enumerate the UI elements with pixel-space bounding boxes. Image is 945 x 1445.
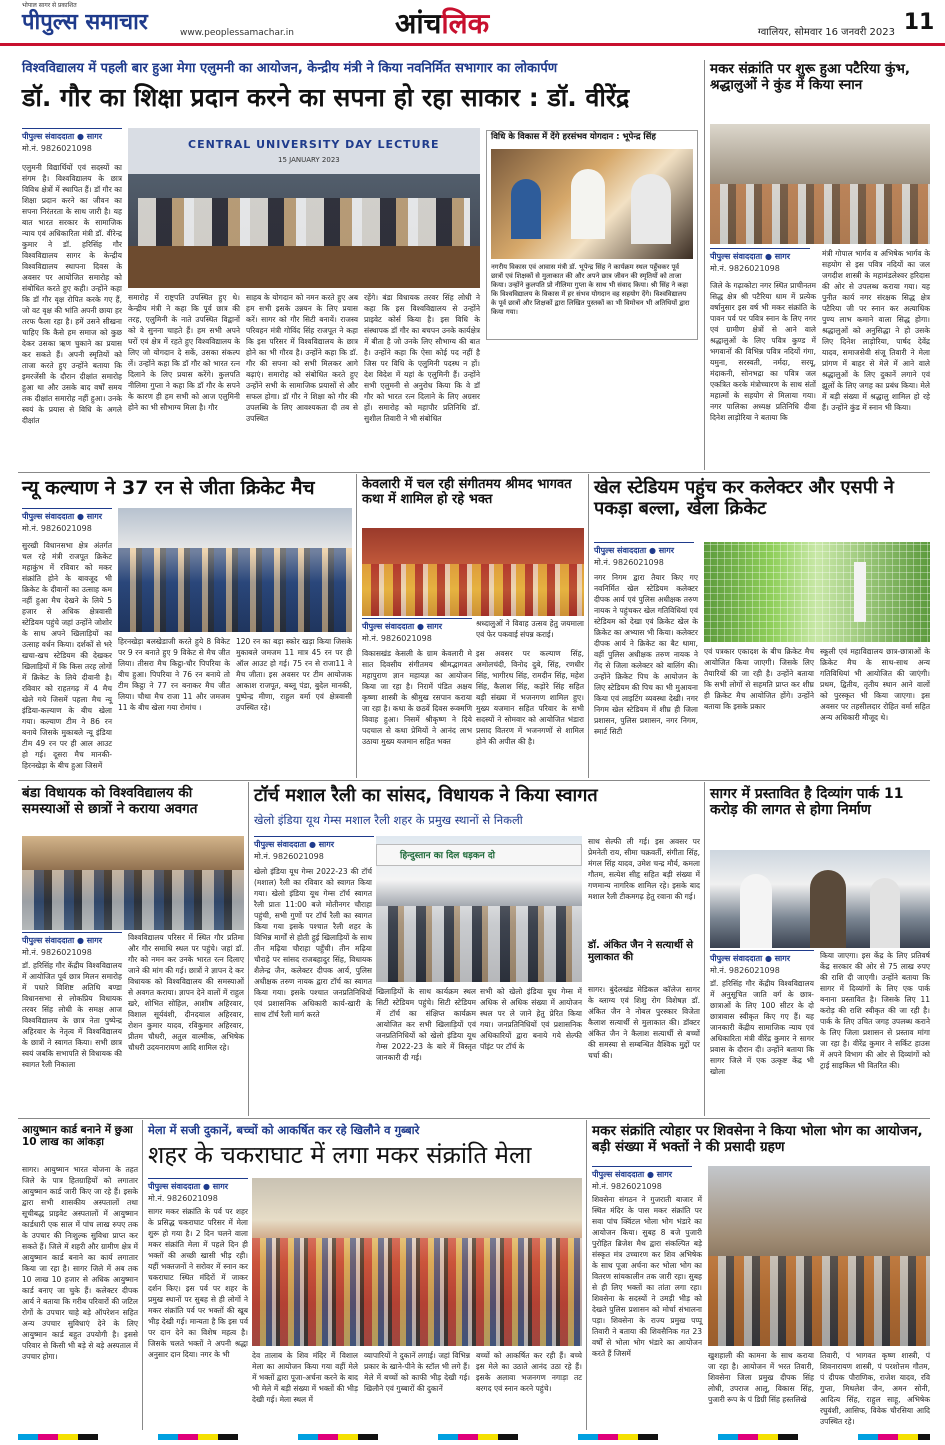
website-url: www.peoplessamachar.in xyxy=(180,28,294,38)
torch-photo-rally xyxy=(376,836,582,982)
bhagwat-column-2: इस अवसर पर कल्याण सिंह, अमोलचंदी, विनोद दुबे, सिंह, रणधीर सिंह, भागीरथ सिंह, रामदीन सिंह, महेश सिंह, कैलाश सिंह, कड़ोरे सिंह सहित बड़ी संख्या में भजनगण शामिल हुए। मुख्य यजमान सहित परिवार के सभी सदस्यों ने सोमवार को आयोजित भंडारा प्रसाद वितरण में भजनगणों से शामिल होने की अपील की है। xyxy=(476,649,584,746)
bhagwat-byline: पीपुल्स संवाददाता ● सागर मो.नं. 9826021098 xyxy=(362,618,472,644)
shivsena-column-3: तिवारी, पं भागवत कृष्ण शास्त्री, पं शिवनारायण शास्त्री, पं परशोत्तम गौतम, पं दीपक पौराणिक, राजेश यादव, रवि गुप्ता, मिथलेश जैन, अमन सोनी, आदित्य सिंह, राहुल साहू, अभिषेक रघुवंशी, आसिफ, विवेक चौरसिया आदि उपस्थित रहे। xyxy=(820,1351,930,1426)
divyang-headline: सागर में प्रस्तावित है दिव्यांग पार्क 11 करोड़ की लागत से होगा निर्माण xyxy=(710,786,904,819)
lead-byline: पीपुल्स संवाददाता ● सागर मो.नं. 9826021098 xyxy=(22,128,122,158)
shivsena-photo-bhandara xyxy=(708,1166,930,1346)
masthead xyxy=(0,0,945,46)
banda-photo-students xyxy=(22,836,244,930)
page-number: 11 xyxy=(903,10,935,40)
patairia-column-1: जिले के गढ़ाकोटा नगर स्थित प्राचीनतम सिद्ध क्षेत्र श्री पटैरिया धाम में प्रत्येक वर्षानुसार इस वर्ष भी मकर संक्रांति के पावन पर्व पर पवित्र स्नान के लिए नगर एवं ग्रामीण क्षेत्रों से आने वाले श्रद्धालुओं के लिए पवित्र कुण्ड में भगवानों की विभिन्न पवित्र नदियों गंगा, यमुना, सरस्वती, नर्मदा, सरयू, मंदाकनी, सोनभद्रा का पवित्र जल एकत्रित करके मंत्रोच्चारण के साथ संतों महात्मों के सहयोग से मिलाया गया। नगर पालिका अध्यक्ष प्रतिनिधि दीवा दिनेश लाड़ोरिया ने बताया कि xyxy=(710,281,816,422)
lead-photo-university-event xyxy=(128,128,480,288)
mela-column-3: व्यापारियों ने दुकानें लगाई। जहां विभिन्न प्रकार के खाने-पीने के स्टॉल भी लगे हैं। मेले में बच्चों को काफी भीड़ देखी गई। खिलौने एवं गुब्बारों की दुकानें xyxy=(364,1351,470,1393)
bhagwat-photo-devotees xyxy=(362,528,584,616)
banda-column-1: डॉ. हरिसिंह गौर केंद्रीय विश्वविद्यालय में आयोजित पूर्व छात्र मिलन समारोह में पधारे विशिष्ट अतिथि बण्डा विधानसभा से लोकप्रिय विधायक तरवर सिंह लोधी के समक्ष आज विश्वविद्यालय के छात्र नेता पुष्पेन्द्र अहिरवार के नेतृत्व में विश्वविद्यालय के छात्रों ने स्वागत किया। सभी छात्र स्वयं जबकि सभापति से विधायक की स्वागत रैली निकाला xyxy=(22,961,122,1069)
divyang-column-1: डॉ. हरिसिंह गौर केंद्रीय विश्वविद्यालय में अनुसूचित जाति वर्ग के छात्र-छात्राओं के लिए 100 सीटर के दो छात्रावास स्वीकृत किए गए हैं। यह जानकारी केंद्रीय सामाजिक न्याय एवं अधिकारिता मंत्री वीरेंद्र कुमार ने सागर प्रवास के दौरान दी। उन्होंने बताया कि सागर जिले में एक उत्कृष्ट केंद्र भी खोला xyxy=(710,979,814,1076)
banda-headline: बंडा विधायक को विश्वविद्यालय की समस्याओं से छात्रों ने कराया अवगत xyxy=(22,785,198,817)
lead-column-1: एलुमनी विद्यार्थियों एवं सदस्यों का संगम है। विश्वविद्यालय के छात्र विविध क्षेत्रों में स्थापित हैं। डॉ गौर का शिक्षा प्रदान करने का जीवन का सपना निरंतरता के साथ जारी है। यह बात भारत सरकार के सामाजिक न्याय एवं अधिकारिता मंत्री डॉ. वीरेन्द्र कुमार ने डॉ. हरिसिंह गौर विश्वविद्यालय सागर के केन्द्रीय विश्वविद्यालय स्थापना दिवस के अवसर पर आयोजित समारोह को संबोधित करते हुए कही। उन्होंने कहा कि डॉ गौर वृक्ष रोपित करके गए हैं, जो वट वृक्ष की भांति अपनी छाया हर तरफ फैला रहा है। हमें उसने सीखना चाहिए कि कैसे हम समाज को कुछ देकर उसका ऋण चुकाने का प्रयास कर सकते हैं। अपनी स्मृतियों को ताजा करते हुए उन्होंने बताया कि इमरजेंसी के दौरान दीक्षांत समारोह हुआ था और उसके बाद वर्षों समय तक दीक्षांत समारोह नहीं हुआ। उनके स्वयं के प्रयास से विधि के अगले दीक्षांत xyxy=(22,163,122,425)
torch-byline: पीपुल्स संवाददाता ● सागर मो.नं. 9826021098 xyxy=(254,836,374,862)
lead-headline: डॉ. गौर का शिक्षा प्रदान करने का सपना हो रहा साकार : डॉ. वीरेंद्र xyxy=(22,83,630,112)
patairia-headline: मकर संक्रांति पर शुरू हुआ पटैरिया कुंभ, श्रद्धालुओं ने कुंड में किया स्नान xyxy=(710,61,910,93)
ankit-body: सागर। बुंदेलखंड मेडिकल कॉलेज सागर के ब्लाग्य एवं शिशु रोग विशेषज्ञ डॉ. अंकित जैन ने नोबल पुरस्कार विजेता कैलाश सत्यार्थी से मुलाकात की। डॉक्टर अंकित जैन ने कैलाश सत्यार्थी से बच्चों की समस्या से सम्बन्धित वैश्विक मुद्दों पर चर्चा की। xyxy=(588,985,700,1060)
divyang-column-2: किया जाएगा। इस केंद्र के लिए प्रतिवर्ष केंद्र सरकार की ओर से 75 लाख रुपए की राशि दी जाएगी। उन्होंने बताया कि सागर में दिव्यांगों के लिए एक पार्क बनाना प्रस्तावित है। जिसके लिए 11 करोड़ की राशि स्वीकृत की जा रही है। पार्क के लिए उचित जगह उपलब्ध कराने के लिए जिला प्रशासन से प्रस्ताव मांगा जा रहा है। वीरेंद्र कुमार ने सर्किट हाउस में अपने विभाग की ओर से दिव्यांगों को ट्राई साइकिल भी वितरित की। xyxy=(820,951,930,1070)
stadium-headline: खेल स्टेडियम पहुंच कर कलेक्टर और एसपी ने पकड़ा बल्ला, खेला क्रिकेट xyxy=(594,477,894,519)
cricket-photo-team xyxy=(118,508,352,632)
mela-byline: पीपुल्स संवाददाता ● सागर मो.नं. 9826021098 xyxy=(148,1178,248,1204)
cricket-column-1: सुरखी विधानसभा क्षेत्र अंतर्गत चल रहे मंत्री राजपूत क्रिकेट महाकुंभ में रविवार को मकर संक्रांति होने के बावजूद भी क्रिकेट के दीवानों का उत्साह कम नहीं हुआ मैच देखने के लिये 5 हजार से अधिक क्षेत्रवासी स्टेडियम पहुंचे जहां उन्होंने जोशोर के साथ अपने खिलाड़ियों का उत्साह वर्धन किया। दर्शकों से भरे खचा-खच स्टेडियम की देखकर खिलाड़ियों में कि किस तरह लोगों में क्रिकेट के लिये दीवानी है। रविवार को राहतगढ़ में 4 मैच खेले गये जिसमें पहला मैच न्यू इंडिया-कल्याण के बीच खेला गया। कल्याण टीम ने 86 रन बनाये जिसके मुकाबले न्यू इंडिया टीम 49 रन पर ही आल आउट हो गई। दूसरा मैच मानकी-हिरनखेड़ा के बीच हुआ जिसमें xyxy=(22,541,112,770)
shivsena-column-1: शिवसेना संगठन ने गुजराती बाजार में स्थित मंदिर के पास मकर संक्रांति पर सवा पांच क्विंटल भोला भोग भंडारे का आयोजन किया। सुबह 8 बजे पुजारी पुरोहित ब्रिजेश मैथ द्वारा संकल्पित बड़े संस्कृत मंत्र उच्चारण कर शिव अभिषेक के साथ पूजा अर्चना कर भोला भोग का वितरण सांयकालीन तक जारी रहा। सुबह से ही लिए भक्तों का तांता लगा रहा। शिवसेना के सदस्यों ने उमड़ी भीड़ को देखते पुलिस प्रशासन को मोर्चा संभालना पड़ा। शिवसेना के राज्य प्रमुख पप्पू तिवारी ने बताया की शिवसैनिक गत 23 वर्षों से भोला भोग भंडारे का आयोजन करते हैं जिसमें xyxy=(592,1195,702,1358)
shivsena-headline: मकर संक्रांति त्योहार पर शिवसेना ने किया भोला भोग का आयोजन, बड़ी संख्या में भक्तों ने की प्रसादी ग्रहण xyxy=(592,1123,923,1155)
patairia-photo-bathing xyxy=(710,124,930,244)
mela-column-4: बच्चों को आकर्षित कर रही हैं। बच्चे इस मेले का उठाते आनंद उठा रहे हैं। इसके अलावा भजनगण नगाड़ा तट बरगद एवं स्नान करने पहुंचे। xyxy=(476,1351,582,1393)
stadium-column-1: नगर निगम द्वारा तैयार किए गए नवनिर्मित खेल स्टेडियम कलेक्टर दीपक आर्य एवं पुलिस अधीक्षक तरुण नायक ने पहुंचकर खेल गतिविधियां एवं स्टेडियम को देखा एवं क्रिकेट खेल के क्रिकेट का अभ्यास भी किया। कलेक्टर दीपक आर्य ने क्रिकेट का बैट थामा, वहीं पुलिस अधीक्षक तरुण नायक ने गेंद से जिला कलेक्टर को बालिंग की। उन्होंने क्रिकेट पिच के आयोजन के लिए स्टेडियम की पिच का भी मुआयना किया एवं लाइटिंग व्यवस्था देखी। नगर निगम खेल स्टेडियम में शीघ्र ही जिला प्रशासन, पुलिस प्रशासन, नगर निगम, स्मार्ट सिटी xyxy=(594,573,698,736)
cricket-column-3: 120 रन का बड़ा स्कोर खड़ा किया जिसके मुकाबले जमजम 11 मात्र 45 रन पर ही ऑल आउट हो गई। 75 रन से राजा11 ने मैच जीता। इस अवसर पर टीम आयोजक आकाश राजपूत, बब्लू पंडा, बुदेल मानकी, पुष्पेन्द्र मीणा, राहुल वर्मा एवं क्षेत्रवासी उपस्थित रहे। xyxy=(236,637,352,712)
torch-column-3: सभी को खेलो इंडिया यूथ गेम्स में अधिक से अधिक संख्या में आयोजन स्थल पर ले जाने हेतु प्रेरित किया गया। जनप्रतिनिधियों एवं प्रशासनिक अधिकारियों द्वारा बनाये गये सेल्फी पॉइंट पर टॉर्च के xyxy=(480,987,582,1051)
mela-photo-crowd xyxy=(252,1178,582,1346)
mela-headline: शहर के चकराघाट में लगा मकर संक्रांति मेला xyxy=(148,1141,532,1169)
cricket-byline: पीपुल्स संवाददाता ● सागर मो.नं. 9826021098 xyxy=(22,508,112,536)
inset-box xyxy=(486,130,698,340)
lead-kicker: विश्वविद्यालय में पहली बार हुआ मेगा एलुमनी का आयोजन, केन्द्रीय मंत्री ने किया नवनिर्मित सभागार का लोकार्पण xyxy=(22,61,558,76)
mela-column-2: देव तालाब के शिव मंदिर में विशाल मेला का आयोजन किया गया वहीं मेले में भक्तों द्वारा पूजा-अर्चना करने के बाद भी मेले में बड़ी संख्या में भक्तों की भीड़ देखी गई। मेला स्थल में xyxy=(252,1351,358,1404)
torch-column-1: खेलो इंडिया यूथ गेम्स 2022-23 की टॉर्च (मशाल) रैली का रविवार को स्वागत किया गया। खेलो इंडिया यूथ गेम्स टॉर्च स्वागत रैली प्रातः 11:00 बजे मोतीनगर चौराहा पहुंची, सभी गुणों पर टॉर्च रैली का स्वागत किया गया इसके पश्चात रैली शहर के विभिन्न मार्गों से होती हुई खिलाड़ियों के साथ तीन मढ़िया चौराहा पहुँची। तीन मढ़िया चौराहे पर सांसद राजबहादुर सिंह, विधायक शैलेन्द्र जैन, कलेक्टर दीपक आर्य, पुलिस अधीक्षक तरुण नायक द्वारा टॉर्च का स्वागत किया गया। इसके पश्चात जनप्रतिनिधियों एवं प्रशासनिक अधिकारी कार्य-खारी के साथ टॉर्च रैली मार्ग करते xyxy=(254,867,372,1019)
ayushman-headline: आयुष्मान कार्ड बनाने में छुआ 10 लाख का आंकड़ा xyxy=(22,1124,133,1149)
mela-column-1: सागर मकर संक्रांति के पर्व पर शहर के प्रसिद्ध चकराघाट परिसर में मेला शुरू हो गया है। 2 दिन चलने वाला मकर संक्रांति मेला में पहले दिन ही भक्तों की अच्छी खासी भीड़ रही। यहीं भक्तजनों ने सरोवर में स्नान कर चकराघाट स्थित मंदिरों में जाकर दर्शन किए। इस पर्व पर शहर के प्रमुख स्थानों पर सुबह से ही लोगों ने मकर संक्रांति पर्व पर भक्तों की खूब भीड़ देखी गई। मान्यता है कि इस पर्व पर दान देने का विशेष महत्व है। जिसके चलते भक्तों ने अपनी श्रद्धा अनुसार दान दिया। नगर के भी xyxy=(148,1207,248,1359)
logo-tagline: भोपाल सागर से प्रकाशित xyxy=(22,2,77,9)
torch-column-4: साथ सेल्फी ली गई। इस अवसर पर प्रेमनेती राय, सीमा चक्रवर्ती, संगीता सिंह, मंगल सिंह यादव, उमेश चन्द्र मौर्य, कमला गौतम, सत्येश सीहृ सहित बड़ी संख्या में गणमान्य नागरिक शामिल रहे। इसके बाद मशाल रैली टीकमगढ़ हेतु रवाना की गई। xyxy=(588,837,700,901)
bhagwat-side-note: श्रध्दालुओं ने विवाह उत्सव हेतु जयमाला एवं फेर पकवाई संपन्न कराई। xyxy=(476,619,584,639)
photo-banner-date: 15 JANUARY 2023 xyxy=(278,156,340,164)
shivsena-column-2: खुशहाली की कामना के साथ कराया जा रहा है। आयोजन में भरत तिवारी, शिवसेना जिला प्रमुख दीपक सिंह लोधी, उपराज आलू, विकास सिंह, पुजारी रूप के पं डिग्री सिंह हस्तलिखे xyxy=(708,1351,814,1404)
stadium-photo-cricket-net xyxy=(704,542,930,642)
bhagwat-column-1: विकासखंड केसली के ग्राम केवलारी मे सात दिवसीय संगीतमय श्रीमद्भागवत महापुराण ज्ञान महायज्ञ का आयोजन किया जा रहा है। निरामें पंडित अक्षय कृष्णा शास्त्री के श्रीमुख रसपान कराया जा रहा है। कथा के छठवें दिवस रूक्मणि विवाह हुआ। निसमें श्रीकृष्ण ने दिये पदचाल से कथा प्रेमियों ने आनंद लाभ उठाया मुख्य यजमान सहित भक्त xyxy=(362,649,472,746)
divyang-byline: पीपुल्स संवाददाता ● सागर मो.नं. 9826021098 xyxy=(710,950,814,976)
bhagwat-headline: केवलारी में चल रही संगीतमय श्रीमद भागवत कथा में शामिल हो रहे भक्त xyxy=(362,477,572,507)
patairia-byline: पीपुल्स संवाददाता ● सागर मो.नं. 9826021098 xyxy=(710,248,810,278)
inset-caption: नगरीय विकास एवं आवास मंत्री डॉ. भूपेन्द्र सिंह ने कार्यक्रम स्थल पहुँचकर पूर्व छात्रों एवं शिक्षकों से मुलाकात की और अपने छात्र जीवन की स्मृतियों को ताजा किया। उन्होंने कुलपति प्रो नीलिमा गुप्ता के साथ भी संवाद किया। श्री सिंह ने कहा कि विश्वविद्यालय के विकास में हर संभव योगदान वह सहयोग देंगे। विश्वविद्यालय के पूर्व छात्रों और शिक्षकों द्वारा लिखित पुस्तकों का भी विमोचन भी अतिथियों द्वारा किया गया। xyxy=(491,263,690,316)
inset-photo-felicitation xyxy=(491,149,693,259)
color-registration-strip xyxy=(18,1434,930,1440)
stadium-column-3: स्कूली एवं महाविद्यालय छात्र-छात्राओं के क्रिकेट मैच के साथ-साथ अन्य गतिविधियां भी आयोजित की जाएंगी। प्रथम, द्वितीय, तृतीय स्थान आने वालों को पुरस्कृत भी किया जाएगा। इस अवसर पर तहसीलदार रोहित वर्मा सहित अन्य अधिकारी मौजूद थे। xyxy=(820,647,930,722)
torch-subhead: खेलो इंडिया यूथ गेम्स मशाल रैली शहर के प्रमुख स्थानों से निकली xyxy=(254,813,523,827)
torch-headline: टॉर्च मशाल रैली का सांसद, विधायक ने किया स्वागत xyxy=(254,785,598,806)
stadium-byline: पीपुल्स संवाददाता ● सागर मो.नं. 9826021098 xyxy=(594,542,694,568)
stadium-column-2: एवं पत्रकार एकादश के बीच क्रिकेट मैच आयोजित किया जाएगी। जिसके लिए तैयारियों की जा रही है। उन्होंने बताया कि सभी लोगों से सहमति प्राप्त कर शीघ्र ही क्रिकेट मैच आयोजित होंगे। उन्होंने बताया कि इसके प्रकार xyxy=(704,647,814,711)
lead-column-4: रहेंगे। बंडा विधायक तरवर सिंह लोधी ने कहा कि इस विश्वविद्यालय से उन्होंने प्राइवेट कोर्स किया है। इस विधि के संस्थापक डॉ गौर का बचपन उनके कार्यक्षेत्र में बीता है जो उनके लिए सौभाग्य की बात है। उन्होंने कहा कि ऐसा कोई पद नहीं है जिस पर विधि के एलुमिनी पदस्थ न हों। देश विदेश में यहां के एलुमिनी हैं। उन्होंने सभी एलुमनी से अनुरोध किया कि वे डॉ गौर को भारत रत्न दिलाने के लिए अग्रसर हों। समारोह को महापौर प्रतिनिधि डॉ. सुशील तिवारी ने भी संबोधित xyxy=(364,293,480,423)
lead-column-2: समारोह में राष्ट्रपति उपस्थित हुए थे। केन्द्रीय मंत्री ने कहा कि पूर्व छात्र की तरह, एलुमिनी के नाते उपस्थित विद्वानों को वे सुनना चाहते हैं। हम सभी अपने घरों एवं क्षेत्र में रहते हुए विश्वविद्यालय के लिए जो योगदान दे सकें, उसका संकल्प लें। उन्होंने कहा कि डॉ गौर को भारत रत्न दिलाने के लिए प्रयास करेंगे। कुलपति नीलिमा गुप्ता ने कहा कि डॉ गौर के सपने के कारण ही हम सभी को आज एलुमिनी होने का भी सौभाग्य मिला है। गौर xyxy=(128,293,240,412)
torch-banner-text: हिन्दुस्तान का दिल धड़कन दो xyxy=(400,851,495,861)
ayushman-body: सागर। आयुष्मान भारत योजना के तहत जिले के पात्र हितग्राहियों को लगातार आयुष्मान कार्ड जारी किए जा रहे हैं। इसके द्वारा सभी शासकीय अस्पतालों तथा सूचीबद्ध प्राइवेट अस्पतालों में आयुष्मान कार्डधारी एक साल में पांच लाख रुपए तक के उपचार की निःशुल्क सुविधा प्राप्त कर सकते हैं। जिले में शहरी और ग्रामीण क्षेत्र में आयुष्मान कार्ड बनाने का कार्य लगातार किया जा रहा है। सागर जिले में अब तक 10 लाख 10 हजार से अधिक आयुष्मान कार्ड बनाए जा चुके हैं। कलेक्टर दीपक आर्य ने बताया कि गरीब परिवारों की जटिल रोगों के उपचार चाहे बड़े ऑपरेशन सहित अन्य उपचार सुविधाएं देने के लिए आयुष्मान कार्ड बहुत उपयोगी है। इससे परिवार से किसी भी बड़े से बड़े अस्पताल में उपचार होगा। xyxy=(22,1165,138,1361)
shivsena-byline: पीपुल्स संवाददाता ● सागर मो.नं. 9826021098 xyxy=(592,1166,692,1192)
banda-column-2: विश्वविद्यालय परिसर में स्थित गौर प्रतिमा और गौर समाधि स्थल पर पहुंचे। जहां डॉ. गौर को नमन कर उनके भारत रत्न दिलाए जाने की मांग की गई। छात्रों ने ज्ञापन दे कर विधायक को विश्वविद्यालय की समस्याओं से अवगत कराया। ज्ञापन देने वालों में राहुल खरे, शोभित सोहिल, आशीष अहिरवार, विशाल सूर्यवंशी, दीनदयाल अहिरवार, रोशन कुमार यादव, रविकुमार अहिरवार, प्रीतम चौधरी, अतुल वाल्मीक, अभिषेक चौधरी उदयनारायण आदि शामिल रहे। xyxy=(128,933,244,1052)
dateline: ग्वालियर, सोमवार 16 जनवरी 2023 xyxy=(757,27,895,38)
section-title: आंचलिक xyxy=(395,7,490,40)
lead-column-3: साहब के योगदान को नमन करते हुए अब हम सभी इसके उन्नयन के लिए प्रयास करें। सागर को गौर सिटी बनायें। राजस्व परिवहन मंत्री गोविंद सिंह राजपूत ने कहा कि इस परिसर में विश्वविद्यालय के छात्र होने का भी गौरव है। उन्होंने कहा कि डॉ. गौर की सपना को सभी मिलकर आगे बढ़ाएं। समारोह को संबोधित करते हुए उन्होंने सभी के सामाजिक प्रयासों से और सफल होगा। डॉ गौर ने शिक्षा को गौर की उपलब्धि के लिए आवश्यकता दी तब से उपस्थित xyxy=(246,293,358,423)
patairia-column-2: मंत्री गोपाल भार्गव व अभिषेक भार्गव के सहयोग से इस पवित्र नदियों का जल जगदीश शास्त्री के महामंडलेश्वर हरिदास की ओर से उपलब्ध कराया गया। यह पुनीत कार्य नगर संरक्षक सिद्ध क्षेत्र पटैरिया जी पर स्नान कर अत्याधिक पुण्य लाभ कमाने वाला सिद्ध होगा। श्रद्धालुओं को अनुसिद्धा ने हो उसके लिए दिनेश लाड़ोरिया, पार्षद देवेंद्र यादव, समाजसेवी संजू तिवारी ने मेला प्रांगण में बाहर से मेले में आने वाले श्रद्धालुओं के लिए दुकानें लगाने एवं झूलों के लिए जगह का प्रबंध किया। मेले में बड़ी संख्या में श्रद्धालु शामिल हो रहे हैं। उन्होंने कुंड में स्नान भी किया। xyxy=(822,249,930,412)
ankit-headline: डॉ. अंकित जैन ने सत्यार्थी से मुलाकात की xyxy=(588,940,694,963)
cricket-headline: न्यू कल्याण ने 37 रन से जीता क्रिकेट मैच xyxy=(22,477,315,499)
inset-headline: विधि के विकास में देंगे हरसंभव योगदान : भूपेन्द्र सिंह xyxy=(491,132,656,142)
mela-kicker: मेला में सजी दुकानें, बच्चों को आकर्षित कर रहे खिलौने व गुब्बारे xyxy=(148,1123,420,1137)
torch-column-2: खिलाड़ियों के साथ कार्यक्रम स्थल सिटी स्टेडियम पहुंचे। सिटी स्टेडियम में टॉर्च का संक्षिप्त कार्यक्रम आयोजित कर सभी खिलाड़ियों एवं जनप्रतिनिधियों को खेलो इंडिया यूथ गेम्स 2022-23 के बारे में विस्तृत जानकारी दी गई। xyxy=(376,987,476,1062)
divyang-photo-minister xyxy=(710,850,930,948)
newspaper-logo: भोपाल सागर से प्रकाशित पीपुल्स समाचार xyxy=(22,2,148,35)
cricket-column-2: हिरनखेड़ा बलखेडाजी करते हुये 8 विकेट पर 9 रन बनाते हुए 9 विकेट से मैच जीत लिया। तीसरा मैच किट्ठा-चौर पिपरिया के बीच हुआ। पिपरिया ने 76 रन बनाये तो टीम किट्ठा ने 77 रन बनाकर मैच जीत लिया। चौथा मैच राजा 11 और जमजम 11 के बीच खेला गया रोमांच । xyxy=(118,637,230,712)
photo-banner-text: CENTRAL UNIVERSITY DAY LECTURE xyxy=(188,138,440,151)
banda-byline: पीपुल्स संवाददाता ● सागर मो.नं. 9826021098 xyxy=(22,932,122,958)
